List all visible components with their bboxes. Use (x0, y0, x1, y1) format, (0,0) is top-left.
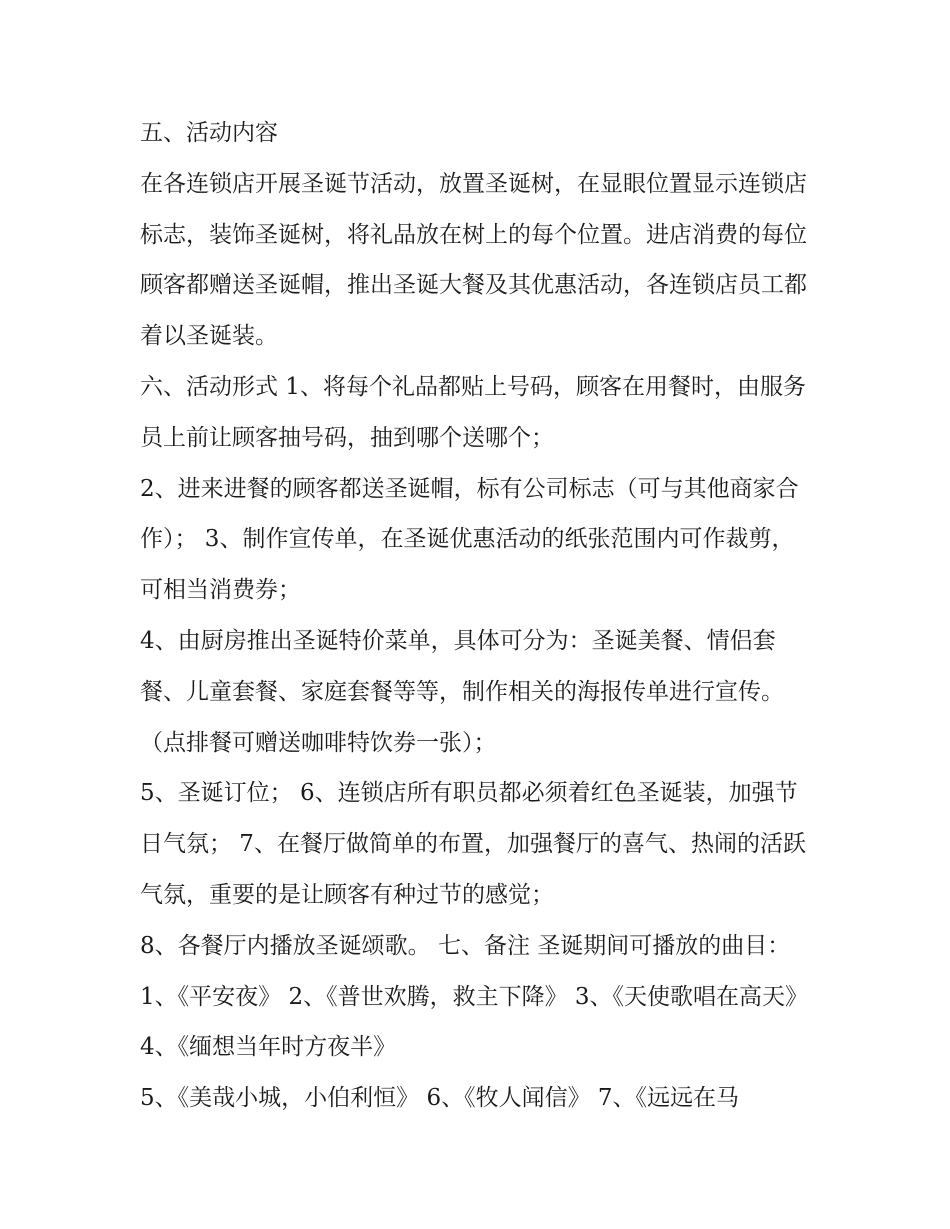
paragraph-song-list: 5、《美哉小城，小伯利恒》 6、《牧人闻信》 7、《远远在马 (140, 1085, 740, 1112)
paragraph-item-5-7: 5、圣诞订位； 6、连锁店所有职员都必须着红色圣诞装，加强节日气氛； 7、在餐厅做简单的布置，加强餐厅的喜气、热闹的活跃气氛，重要的是让顾客有种过节的感觉； (140, 780, 806, 908)
paragraph-item-2-3: 2、进来进餐的顾客都送圣诞帽，标有公司标志（可与其他商家合作）； 3、制作宣传单，在圣诞优惠活动的纸张范围内可作裁剪，可相当消费券； (140, 475, 799, 604)
paragraph-item-4: 4、由厨房推出圣诞特价菜单，具体可分为：圣诞美餐、情侣套餐、儿童套餐、家庭套餐等等，制作相关的海报传单进行宣传。（点排餐可赠送咖啡特饮券一张）； (140, 627, 784, 756)
section-heading-activity-content: 五、活动内容 (140, 120, 278, 146)
document-body (140, 108, 812, 1124)
paragraph-activity-format: 六、活动形式 1、将每个礼品都贴上号码，顾客在用餐时，由服务员上前让顾客抽号码，抽到哪个送哪个； (140, 373, 806, 451)
paragraph-item-8-notes: 8、各餐厅内播放圣诞颂歌。 七、备注 圣诞期间可播放的曲目： 1、《平安夜》 2、《普世欢腾，救主下降》 3、《天使歌唱在高天》 4、《缅想当年时方夜半》 (140, 932, 809, 1061)
paragraph-activity-description: 在各连锁店开展圣诞节活动，放置圣诞树，在显眼位置显示连锁店标志，装饰圣诞树，将礼品放在树上的每个位置。进店消费的每位顾客都赠送圣诞帽，推出圣诞大餐及其优惠活动，各连锁店员工都着以圣诞装。 (140, 170, 807, 350)
